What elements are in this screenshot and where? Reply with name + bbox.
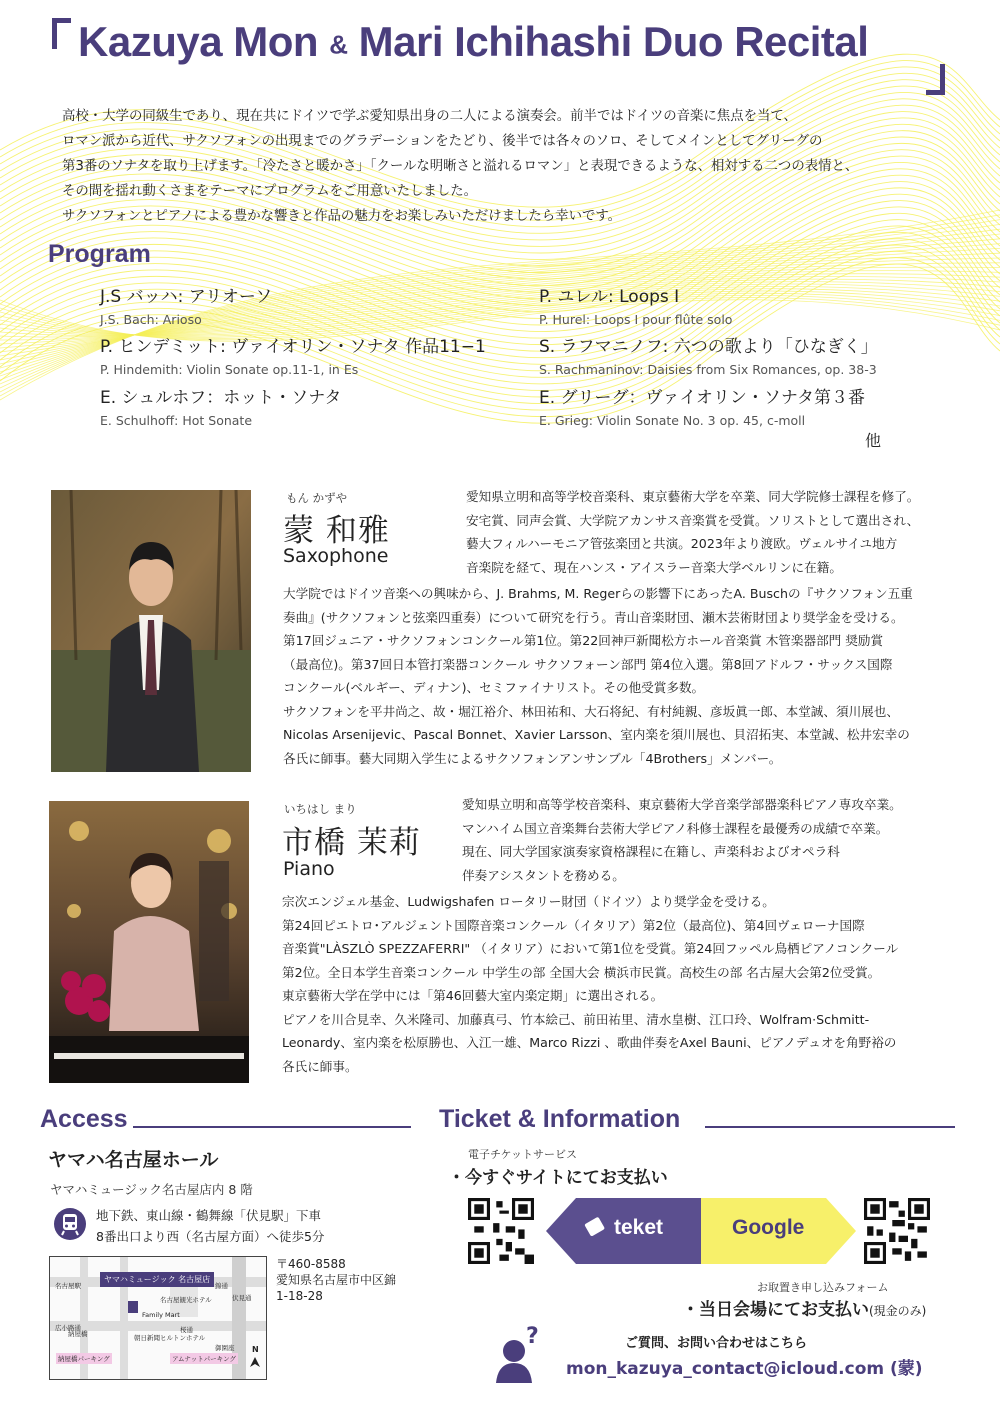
- form-caption: お取置き申し込みフォーム: [757, 1281, 889, 1294]
- ticket-heading: Ticket & Information: [439, 1105, 681, 1133]
- mon-instrument: Saxophone: [283, 545, 389, 567]
- venue-name: ヤマハ名古屋ホール: [48, 1149, 219, 1171]
- program-etc: 他: [865, 431, 882, 450]
- e-ticket-caption: 電子チケットサービス: [468, 1148, 578, 1161]
- contact-caption: ご質問、お問い合わせはこちら: [625, 1336, 808, 1351]
- intro-line: サクソフォンとピアノによる豊かな響きと作品の魅力をお楽しみいただけましたら幸いです。: [62, 209, 622, 224]
- teket-logo-icon: [584, 1215, 608, 1239]
- venue-address: 〒460-8588 愛知県名古屋市中区錦 1-18-28: [276, 1257, 397, 1303]
- intro-line: 第3番のソナタを取り上げます。「冷たさと暖かさ」「クールな明晰さと溢れるロマン」と表現できるような、相対する二つの表情と、: [62, 159, 859, 174]
- north-icon: N: [252, 1345, 259, 1354]
- pay-venue-text: ・当日会場にてお支払い(現金のみ): [682, 1300, 927, 1320]
- ichihashi-ruby: いちはし まり: [284, 802, 357, 816]
- ticket-banner: [546, 1198, 856, 1264]
- access-map: ヤマハミュージック 名古屋店 名古屋駅 錦通 桜通 伏見通 納屋橋 広小路通 Family Mart 名古屋観光ホテル 朝日新聞ヒルトンホテル 御園座 納屋橋パーキング アムナットパーキング N: [49, 1256, 267, 1380]
- ichihashi-name: 市橋 茉莉: [282, 825, 421, 861]
- contact-email-link[interactable]: mon_kazuya_contact@icloud.com: [566, 1359, 885, 1379]
- intro-line: ロマン派から近代、サクソフォンの出現までのグラデーションをたどり、後半では各々のソロ、そしてメインとしてグリーグの: [62, 134, 823, 149]
- teket-button[interactable]: teket: [614, 1216, 664, 1239]
- ichihashi-bio-bottom: 宗次エンジェル基金、Ludwigshafen ロータリー財団（ドイツ）より奨学金を受ける。 第24回ピエトロ･アルジェント国際音楽コンクール（イタリア）第2位（最高位)、第4回ヴェローナ国際 音楽賞"LÀSZLÒ SPEZZAFERRI" （イタリア）において第1位を受賞。第24回フッペル鳥栖ピアノコンクール 第2位。全日本学生音楽コンクール 中学生の部 全国大会 横浜市民賞。高校生の部 名古屋大会第2位受賞。 東京藝術大学在学中には「第46回藝大室内楽定期」に選出される。 ピアノを川合見幸、久米隆司、加藤真弓、竹本絵己、前田祐里、清水皇樹、江口玲、Wolfram·Schmitt- Leonardy、室内楽を松原勝也、入江一雄、Marco Rizzi 、歌曲伴奏をAxel Bauni、ピアノデュオを角野裕の 各氏に師事。: [282, 894, 899, 1074]
- intro-line: 高校・大学の同級生であり、現在共にドイツで学ぶ愛知県出身の二人による演奏会。前半ではドイツの音楽に焦点を当て、: [62, 109, 797, 124]
- program-item: P. ヒンデミット: ヴァイオリン・ソナタ 作品11−1 P. Hindemith: Violin Sonate op.11-1, in Es: [100, 337, 486, 377]
- program-item: S. ラフマニノフ: 六つの歌より「ひなぎく」 S. Rachmaninov: Daisies from Six Romances, op. 38-3: [539, 337, 878, 377]
- map-store-label: ヤマハミュージック 名古屋店: [100, 1272, 214, 1287]
- program-heading: Program: [48, 240, 151, 268]
- program-item: E. シュルホフ：ホット・ソナタ E. Schulhoff: Hot Sonate: [100, 388, 342, 428]
- access-heading: Access: [40, 1105, 128, 1133]
- photo-ichihashi: [49, 801, 249, 1083]
- program-item: J.S バッハ: アリオーソ J.S. Bach: Arioso: [100, 287, 273, 327]
- mon-ruby: もん かずや: [286, 491, 348, 505]
- svg-text:?: ?: [526, 1325, 539, 1349]
- program-item: E. グリーグ：ヴァイオリン・ソナタ第３番 E. Grieg: Violin Sonate No. 3 op. 45, c-moll: [539, 388, 866, 428]
- ichihashi-instrument: Piano: [283, 858, 335, 880]
- train-icon: [53, 1207, 87, 1241]
- pay-online-text: ・今すぐサイトにてお支払い: [448, 1168, 668, 1188]
- page-title: Kazuya Mon & Mari Ichihashi Duo Recital: [78, 18, 869, 65]
- qr-code-google[interactable]: [864, 1198, 930, 1264]
- mon-name: 蒙 和雅: [283, 513, 390, 549]
- venue-building: ヤマハミュージック名古屋店内 8 階: [50, 1182, 253, 1197]
- ticket-rule: [705, 1126, 955, 1128]
- ichihashi-bio-top: 愛知県立明和高等学校音楽科、東京藝術大学音楽学部器楽科ピアノ専攻卒業。 マンハイム国立音楽舞台芸術大学ピアノ科修士課程を最優秀の成績で卒業。 現在、同大学国家演奏家資格課程に在籍し、声楽科およびオペラ科 伴奏アシスタントを務める。: [462, 797, 902, 883]
- intro-line: その間を揺れ動くさまをテーマにプログラムをご用意いたしました。: [62, 184, 477, 199]
- directions: 地下鉄、東山線・鶴舞線「伏見駅」下車 8番出口より西（名古屋方面）へ徒歩5分: [96, 1208, 325, 1244]
- mon-bio-top: 愛知県立明和高等学校音楽科、東京藝術大学を卒業、同大学院修士課程を修了。 安宅賞、同声会賞、大学院アカンサス音楽賞を受賞。ソリストとして選出され、 藝大フィルハーモニア管弦楽団と共演。2023年より渡欧。ヴェルサイユ地方 音楽院を経て、現在ハンス・アイスラー音楽大学ベルリンに在籍。: [466, 489, 920, 575]
- qr-code-teket[interactable]: [468, 1198, 534, 1264]
- access-rule: [133, 1126, 411, 1128]
- google-form-button[interactable]: Google: [732, 1216, 805, 1239]
- photo-mon: [51, 490, 251, 772]
- mon-bio-bottom: 大学院ではドイツ音楽への興味から、J. Brahms, M. Regerらの影響下にあったA. Buschの『サクソフォン五重 奏曲』(サクソフォンと弦楽四重奏）について研究を行う。青山音楽財団、瀬木芸術財団より奨学金を受ける。 第17回ジュニア・サクソフォンコンクール第1位。第22回神戸新聞松方ホール音楽賞 木管楽器部門 奨励賞 （最高位)。第37回日本管打楽器コンクール サクソフォーン部門 第4位入選。第8回アドルフ・サックス国際 コンクール(ベルギー、ディナン)、セミファイナリスト。その他受賞多数。 サクソフォンを平井尚之、故・堀江裕介、林田祐和、大石将紀、有村純親、彦坂眞一郎、本堂誠、須川展也、 Nicolas Arsenijevic、Pascal Bonnet、Xavier Larsson、室内楽を須川展也、貝沼拓実、本堂誠、松井宏幸の 各氏に師事。藝大同期入学生によるサクソフォンアンサンブル「4Brothers」メンバー。: [283, 586, 913, 766]
- question-person-icon: [494, 1325, 550, 1383]
- intro-text: [62, 104, 962, 229]
- program-item: P. ユレル: Loops I P. Hurel: Loops I pour flûte solo: [539, 287, 733, 327]
- title-bracket-right: [926, 64, 945, 95]
- contact-line: mon_kazuya_contact@icloud.com (蒙): [566, 1359, 923, 1379]
